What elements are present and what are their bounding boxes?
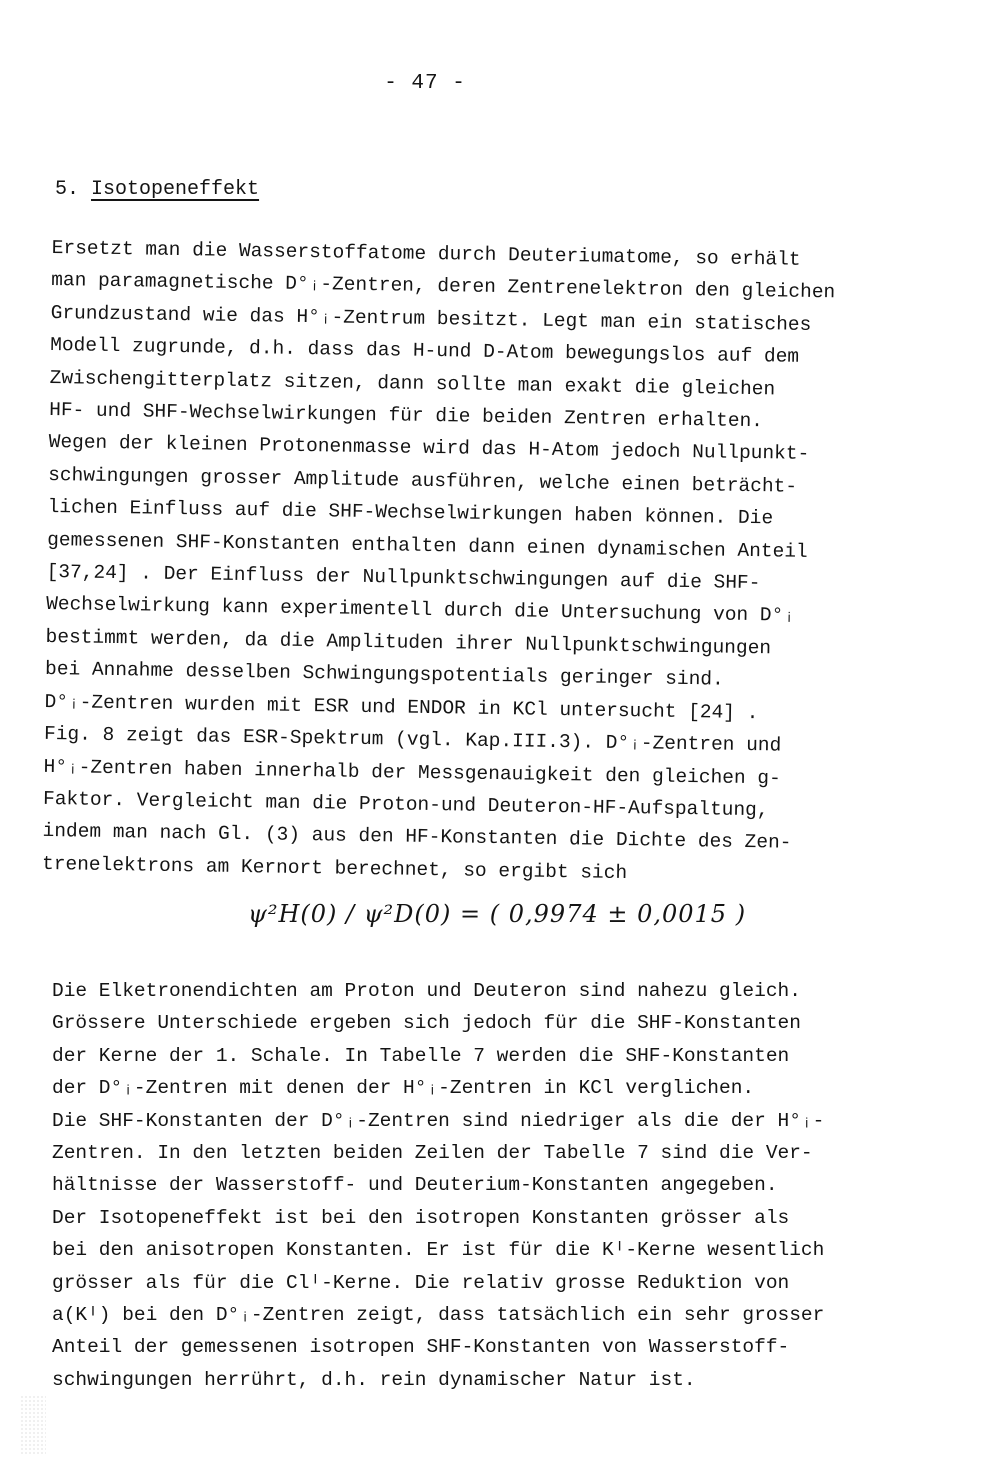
paragraph-intro: [42, 232, 952, 894]
text-line: a(Kᴵ) bei den D°ᵢ-Zentren zeigt, dass tatsächlich ein sehr grosser: [52, 1304, 825, 1327]
text-line: Die Elketronendichten am Proton und Deuteron sind nahezu gleich.: [52, 980, 801, 1002]
text-line: [37,24] . Der Einfluss der Nullpunktschwingungen auf die SHF-: [46, 561, 761, 595]
text-line: man paramagnetische D°ᵢ-Zentren, deren Zentrenelektron den gleichen: [51, 269, 836, 304]
text-line: Modell zugrunde, d.h. dass das H-und D-Atom bewegungslos auf dem: [50, 334, 800, 368]
text-line: Anteil der gemessenen isotropen SHF-Konstanten von Wasserstoff-: [52, 1336, 790, 1359]
text-line: D°ᵢ-Zentren wurden mit ESR und ENDOR in KCl untersucht [24] .: [44, 690, 759, 724]
text-line: Ersetzt man die Wasserstoffatome durch Deuteriumatome, so erhält: [51, 236, 801, 271]
text-line: schwingungen grosser Amplitude ausführen, welche einen beträcht-: [48, 463, 798, 498]
text-line: Faktor. Vergleicht man die Proton-und Deuteron-HF-Aufspaltung,: [42, 787, 769, 822]
text-line: gemessenen SHF-Konstanten enthalten dann einen dynamischen Anteil: [46, 528, 808, 563]
text-line: bestimmt werden, da die Amplituden ihrer Nullpunktschwingungen: [45, 625, 772, 660]
text-line: grösser als für die Clᴵ-Kerne. Die relativ grosse Reduktion von: [52, 1271, 790, 1294]
text-line: Der Isotopeneffekt ist bei den isotropen Konstanten grösser als: [52, 1206, 790, 1229]
section-number: 5.: [55, 178, 80, 201]
text-line: lichen Einfluss auf die SHF-Wechselwirkungen haben können. Die: [47, 496, 774, 530]
text-line: hältnisse der Wasserstoff- und Deuterium-Konstanten angegeben.: [52, 1174, 778, 1197]
text-line: indem man nach Gl. (3) aus den HF-Konstanten die Dichte des Zen-: [42, 820, 792, 855]
page-number: - 47 -: [384, 72, 466, 95]
density-ratio-formula: ψ²H(0) / ψ²D(0) = ( 0,9974 ± 0,0015 ): [248, 900, 747, 928]
text-line: trenelektrons am Kernort berechnet, so ergibt sich: [41, 852, 628, 884]
text-line: der Kerne der 1. Schale. In Tabelle 7 werden die SHF-Konstanten: [52, 1044, 790, 1067]
section-title: Isotopeneffekt: [91, 178, 260, 201]
text-line: bei Annahme desselben Schwingungspotentials geringer sind.: [44, 658, 724, 691]
text-line: Grundzustand wie das H°ᵢ-Zentrum besitzt. Legt man ein statisches: [50, 301, 812, 336]
text-line: der D°ᵢ-Zentren mit denen der H°ᵢ-Zentren in KCl verglichen.: [52, 1077, 755, 1100]
text-line: Wechselwirkung kann experimentell durch die Untersuchung von D°ᵢ: [45, 593, 796, 628]
text-line: Zwischengitterplatz sitzen, dann sollte man exakt die gleichen: [49, 366, 776, 401]
text-line: Zentren. In den letzten beiden Zeilen der Tabelle 7 sind die Ver-: [52, 1142, 813, 1165]
text-line: Die SHF-Konstanten der D°ᵢ-Zentren sind niedriger als die der H°ᵢ-: [52, 1109, 825, 1132]
paragraph-results: [52, 975, 952, 1396]
text-line: HF- und SHF-Wechselwirkungen für die beiden Zentren erhalten.: [49, 399, 764, 433]
text-line: Grössere Unterschiede ergeben sich jedoch für die SHF-Konstanten: [52, 1012, 801, 1035]
text-line: schwingungen herrührt, d.h. rein dynamischer Natur ist.: [52, 1368, 696, 1391]
text-line: Fig. 8 zeigt das ESR-Spektrum (vgl. Kap.III.3). D°ᵢ-Zentren und: [43, 723, 782, 757]
section-heading: [55, 178, 259, 201]
text-line: bei den anisotropen Konstanten. Er ist für die Kᴵ-Kerne wesentlich: [52, 1239, 825, 1262]
text-line: Wegen der kleinen Protonenmasse wird das H-Atom jedoch Nullpunkt-: [48, 431, 810, 466]
scan-specks: [20, 1395, 46, 1455]
text-line: H°ᵢ-Zentren haben innerhalb der Messgenauigkeit den gleichen g-: [43, 755, 781, 790]
